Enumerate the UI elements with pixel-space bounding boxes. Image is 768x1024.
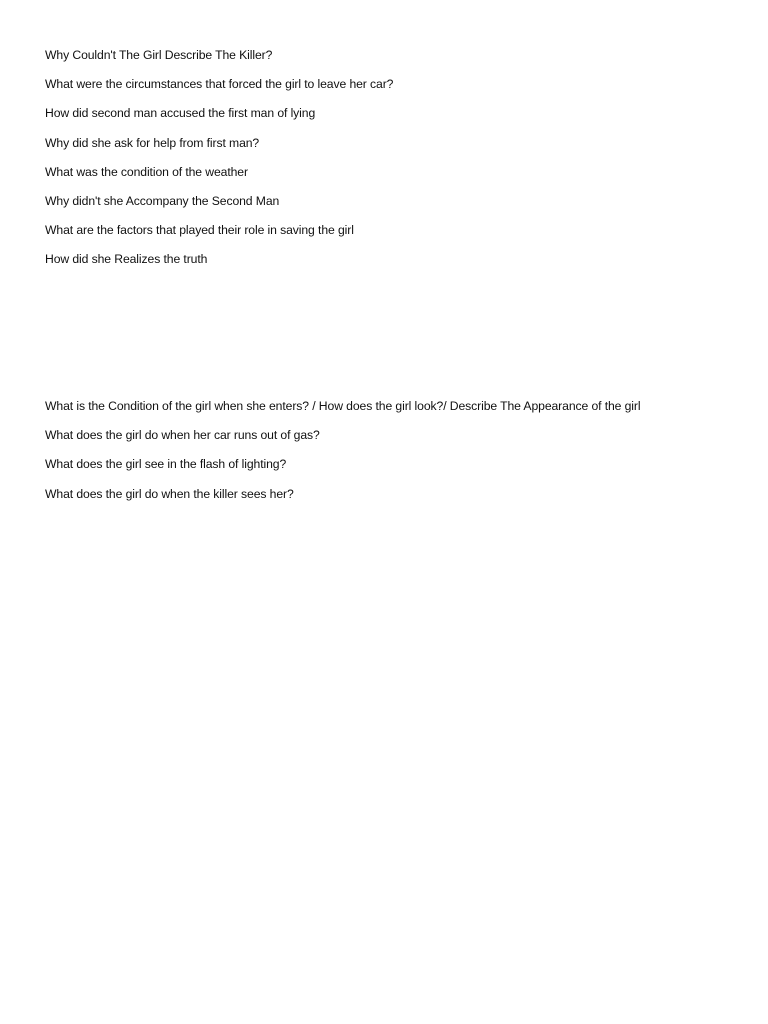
question-item: What was the condition of the weather: [45, 164, 248, 179]
question-list-section-two: [45, 397, 640, 514]
question-list-section-one: [45, 46, 393, 280]
question-item: Why did she ask for help from first man?: [45, 135, 260, 150]
question-item: What are the factors that played their role in saving the girl: [45, 223, 354, 238]
question-item: How did second man accused the first man of lying: [45, 106, 316, 121]
question-item: What does the girl do when her car runs out of gas?: [45, 428, 320, 443]
question-item: What is the Condition of the girl when she enters? / How does the girl look?/ Describe The Appearance of the girl: [45, 399, 641, 413]
question-item: Why Couldn't The Girl Describe The Killer?: [45, 48, 273, 62]
question-item: Why didn't she Accompany the Second Man: [45, 193, 280, 208]
question-item: What does the girl do when the killer sees her?: [45, 486, 294, 501]
question-item: How did she Realizes the truth: [45, 252, 208, 267]
question-item: What does the girl see in the flash of lighting?: [45, 457, 287, 472]
question-item: What were the circumstances that forced the girl to leave her car?: [45, 77, 394, 92]
